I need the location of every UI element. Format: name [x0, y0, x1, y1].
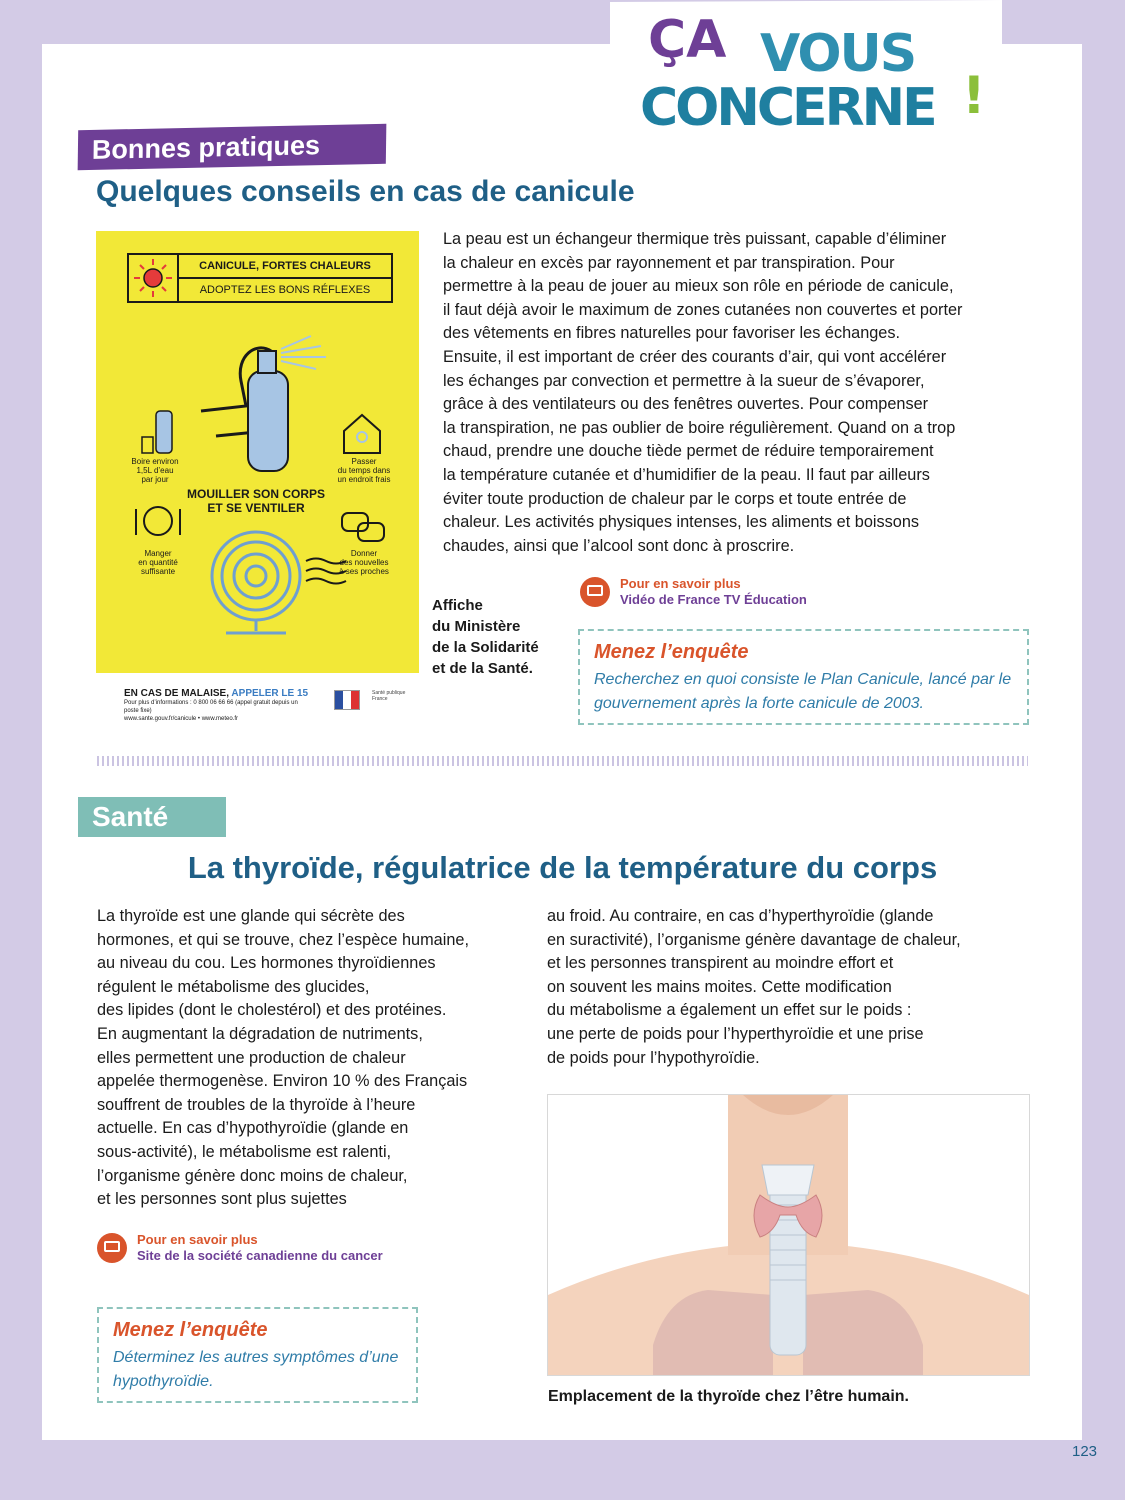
republique-francaise-logo — [334, 690, 360, 710]
section2-title: La thyroïde, régulatrice de la température du corps — [187, 850, 938, 885]
enquete-title: Menez l’enquête — [594, 641, 749, 663]
poster-caption: Affiche du Ministère de la Solidarité et de la Santé. — [432, 597, 539, 677]
water-bottle-icon — [142, 411, 172, 453]
section-divider — [97, 756, 1028, 766]
poster-tip-drink: Boire environ 1,5L d’eau par jour — [131, 457, 179, 484]
banner-word-ca: ÇA — [648, 10, 727, 70]
section2-body-left: La thyroïde est une glande qui sécrète des hormones, et qui se trouve, chez l’espèce humaine, au niveau du cou. Les hormones thyroïdiennes régulent le métabolisme des glucides, des lipides (dont le cholestérol) et des protéines. En augmentant la dégradation de nutriments, elles permettent une production de chaleur appelée thermogenèse. Environ 10 % des Français souffrent de troubles de la thyroïde à l’heure actuelle. En cas d’hypothyroïdie (glande en sous-activité), le métabolisme est ralenti, l’organisme génère donc moins de chaleur, et les personnes sont plus sujettes — [97, 907, 469, 1209]
section-tag-sante: Santé — [78, 797, 226, 837]
screen-icon — [580, 577, 610, 607]
more-info-label: Pour en savoir plus — [620, 576, 741, 591]
screen-icon — [97, 1233, 127, 1263]
poster-footer — [124, 688, 424, 723]
poster-header-subtitle: ADOPTEZ LES BONS RÉFLEXES — [199, 284, 371, 296]
plate-icon — [136, 507, 180, 535]
poster-footer-call: APPELER LE 15 — [231, 688, 309, 699]
enquete-box-1 — [578, 629, 1029, 725]
enquete-text: Déterminez les autres symptômes d’une hypothyroïdie. — [113, 1349, 399, 1390]
poster-footer-web: www.sante.gouv.fr/canicule • www.meteo.fr — [124, 716, 239, 722]
house-icon — [344, 415, 380, 453]
banner-word-vous: VOUS — [760, 24, 916, 84]
section-tag-bonnes-pratiques: Bonnes pratiques — [78, 124, 387, 170]
section1-title: Quelques conseils en cas de canicule — [96, 175, 635, 208]
poster-tip-cool: Passer du temps dans un endroit frais — [337, 457, 391, 484]
section2-body-right: au froid. Au contraire, en cas d’hyperthyroïdie (glande en suractivité), l’organisme génère davantage de chaleur, et les personnes transpirent au moindre effort et on souvent les mains moites. Cette modification du métabolisme a également un effet sur le poids : une perte de poids pour l’hyperthyroïdie et une prise de poids pour l’hypothyroïdie. — [547, 907, 961, 1067]
chat-bubbles-icon — [342, 513, 384, 541]
sante-publique-france-logo: Santé publique France — [372, 690, 406, 702]
poster-header-title: CANICULE, FORTES CHALEURS — [179, 255, 391, 279]
poster-tip-eat: Manger en quantité suffisante — [138, 549, 178, 576]
thyroid-caption: Emplacement de la thyroïde chez l’être humain. — [548, 1388, 909, 1405]
banner-word-concerne: CONCERNE — [640, 78, 935, 138]
more-info-link[interactable]: Site de la société canadienne du cancer — [137, 1248, 383, 1263]
canicule-poster — [96, 231, 419, 673]
fan-icon — [212, 532, 300, 633]
more-info-link[interactable]: Vidéo de France TV Éducation — [620, 592, 807, 607]
banner-exclamation: ! — [962, 66, 986, 126]
section1-body: La peau est un échangeur thermique très puissant, capable d’éliminer la chaleur en excès par rayonnement et par transpiration. Pour permettre à la peau de jouer au mieux son rôle en période de canicule, il faut déjà avoir le maximum de zones cutanées non couvertes et porter des vêtements en fibres naturelles pour favoriser les échanges. Ensuite, il est important de créer des courants d’air, qui vont accélérer les échanges par convection et permettre à la sueur de s’évaporer, grâce à des ventilateurs ou des fenêtres ouvertes. Pour compenser la transpiration, ne pas oublier de boire régulièrement. Quand on a trop chaud, prendre une douche tiède permet de réduire temporairement la température cutanée et d’humidifier de la peau. Il faut par ailleurs éviter toute production de chaleur par le corps et toute entrée de chaleur. Les activités physiques intenses, les aliments et boissons chaudes, ainsi que l’alcool sont donc à proscrire. — [443, 230, 963, 555]
thyroid-illustration — [547, 1094, 1030, 1376]
human-neck-thyroid-image — [548, 1095, 1029, 1375]
more-info-label: Pour en savoir plus — [137, 1232, 258, 1247]
poster-tip-news: Donner des nouvelles à ses proches — [339, 549, 389, 576]
page-number: 123 — [1072, 1443, 1098, 1460]
enquete-title: Menez l’enquête — [113, 1319, 268, 1341]
poster-footer-main: EN CAS DE MALAISE, — [124, 688, 232, 699]
enquete-text: Recherchez en quoi consiste le Plan Canicule, lancé par le gouvernement après la forte canicule de 2003. — [594, 671, 1012, 712]
poster-main-message: MOUILLER SON CORPS ET SE VENTILER — [186, 487, 325, 515]
poster-illustrations — [96, 231, 419, 673]
ca-vous-concerne-banner — [610, 0, 1002, 182]
enquete-box-2 — [97, 1307, 418, 1403]
poster-footer-info: Pour plus d’informations : 0 800 06 66 66 (appel gratuit depuis un poste fixe) — [124, 700, 298, 714]
